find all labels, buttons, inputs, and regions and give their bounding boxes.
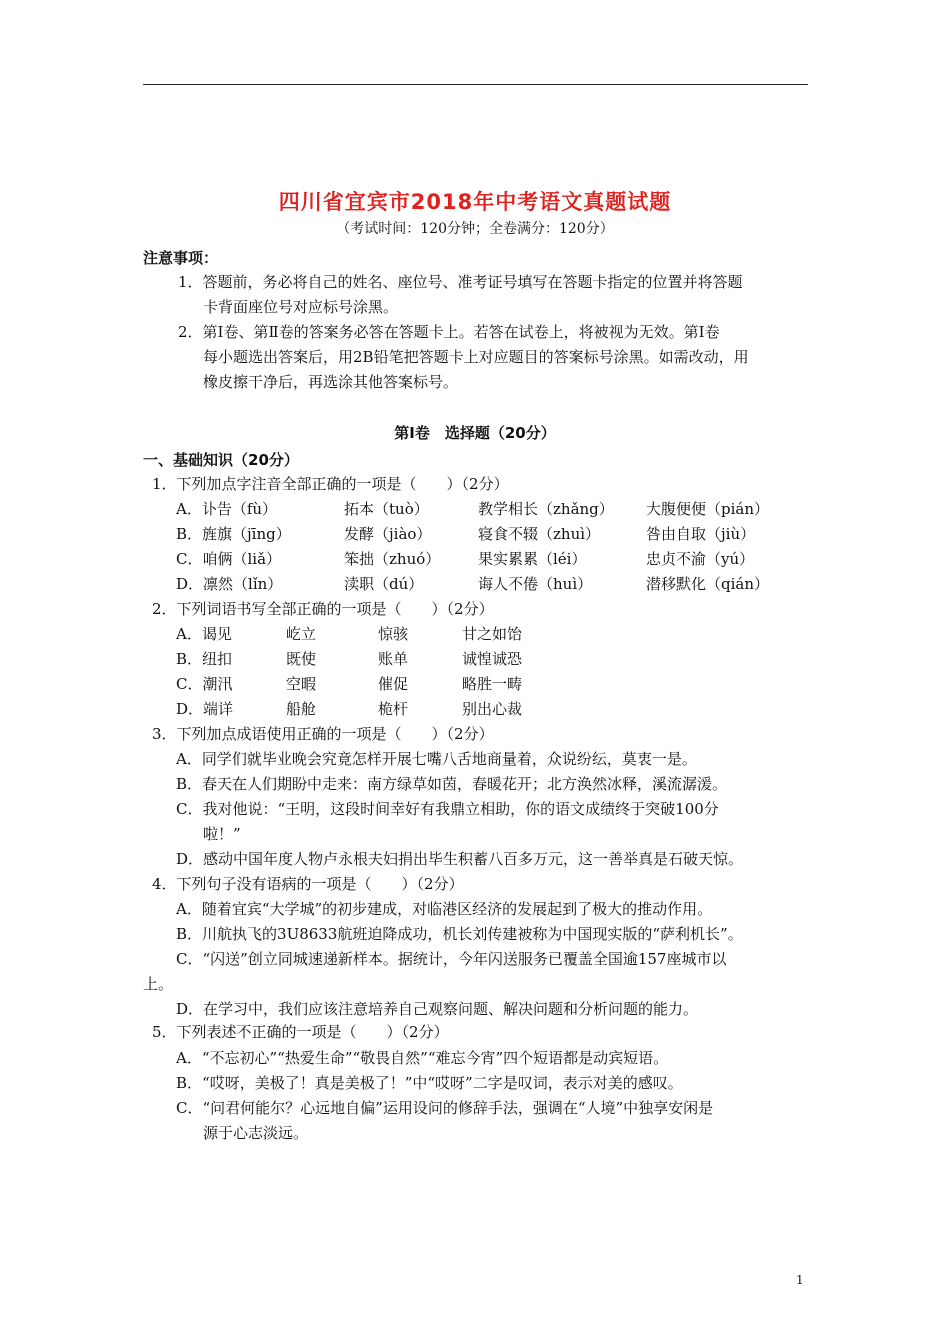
- notice-heading: 注意事项：: [143, 249, 219, 267]
- header-rule: [143, 84, 808, 85]
- q1-option-cell: 潜移默化（qián）: [646, 575, 770, 593]
- q2-option-cell: D．端详: [176, 700, 234, 718]
- q5-option-b: B．“哎呀，美极了！真是美极了！”中“哎呀”二字是叹词，表示对美的感叹。: [176, 1074, 683, 1092]
- q2-option-cell: 屹立: [286, 625, 317, 643]
- q2-option-cell: 既使: [286, 650, 317, 668]
- q3-option-a: A．同学们就毕业晚会究竟怎样开展七嘴八舌地商量着，众说纷纭，莫衷一是。: [176, 750, 697, 768]
- q5-stem: 5．下列表述不正确的一项是（ ）（2分）: [152, 1023, 449, 1041]
- q1-option-cell: 渎职（dú）: [344, 575, 424, 593]
- q2-option-cell: 略胜一畴: [462, 675, 523, 693]
- exam-subtitle: （考试时间：120分钟；全卷满分：120分）: [336, 221, 614, 237]
- q4-stem: 4．下列句子没有语病的一项是（ ）（2分）: [152, 875, 464, 893]
- notice-item-2-line-1: 2．第Ⅰ卷、第Ⅱ卷的答案务必答在答题卡上。若答在试卷上，将被视为无效。第Ⅰ卷: [178, 323, 720, 341]
- q2-option-cell: 账单: [378, 650, 409, 668]
- q2-option-cell: 空暇: [286, 675, 317, 693]
- notice-item-1-line-2: 卡背面座位号对应标号涂黑。: [203, 298, 399, 316]
- q1-option-cell: 诲人不倦（huì）: [478, 575, 593, 593]
- q1-option-cell: A．讣告（fù）: [176, 500, 278, 518]
- q1-option-cell: 教学相长（zhǎng）: [478, 500, 614, 518]
- page-number: 1: [796, 1273, 804, 1287]
- q1-option-cell: 咎由自取（jiù）: [646, 525, 756, 543]
- q3-stem: 3．下列加点成语使用正确的一项是（ ）（2分）: [152, 725, 494, 743]
- notice-item-2-line-3: 橡皮擦干净后，再选涂其他答案标号。: [203, 373, 459, 391]
- q2-option-cell: C．潮汛: [176, 675, 233, 693]
- q1-option-cell: C．咱俩（liǎ）: [176, 550, 282, 568]
- q1-option-cell: 拓本（tuò）: [344, 500, 429, 518]
- q2-option-cell: 惊骇: [378, 625, 409, 643]
- q5-option-c-line-2: 源于心志淡远。: [203, 1124, 309, 1142]
- q3-option-b: B．春天在人们期盼中走来：南方绿草如茵，春暖花开；北方涣然冰释，溪流潺湲。: [176, 775, 728, 793]
- q4-option-a: A．随着宜宾“大学城”的初步建成，对临港区经济的发展起到了极大的推动作用。: [176, 900, 713, 918]
- q2-option-cell: 诚惶诚恐: [462, 650, 523, 668]
- q2-option-cell: B．纽扣: [176, 650, 233, 668]
- q4-option-c-line-1: C．“闪送”创立同城速递新样本。据统计，今年闪送服务已覆盖全国逾157座城市以: [176, 950, 727, 968]
- q2-option-cell: 船舱: [286, 700, 317, 718]
- q5-option-c-line-1: C．“问君何能尔？心远地自偏”运用设问的修辞手法，强调在“人境”中独享安闲是: [176, 1099, 714, 1117]
- q3-option-c-line-1: C．我对他说：“王明，这段时间幸好有我鼎立相助，你的语文成绩终于突破100分: [176, 800, 719, 818]
- q1-option-cell: 笨拙（zhuó）: [344, 550, 441, 568]
- q1-option-cell: 大腹便便（pián）: [646, 500, 770, 518]
- q2-option-cell: 桅杆: [378, 700, 409, 718]
- notice-item-2-line-2: 每小题选出答案后，用2B铅笔把答题卡上对应题目的答案标号涂黑。如需改动，用: [203, 348, 749, 366]
- q1-option-cell: 发酵（jiào）: [344, 525, 432, 543]
- q1-option-cell: 寝食不辍（zhuì）: [478, 525, 601, 543]
- q2-option-cell: A．谒见: [176, 625, 232, 643]
- q2-option-cell: 催促: [378, 675, 409, 693]
- q5-option-a: A．“不忘初心”“热爱生命”“敬畏自然”“难忘今宵”四个短语都是动宾短语。: [176, 1049, 669, 1067]
- q1-option-cell: D．凛然（lǐn）: [176, 575, 283, 593]
- part-heading: 第Ⅰ卷 选择题（20分）: [394, 424, 556, 442]
- q2-option-cell: 甘之如饴: [462, 625, 523, 643]
- q1-option-cell: B．旌旗（jīng）: [176, 525, 291, 543]
- q1-option-cell: 忠贞不渝（yú）: [646, 550, 755, 568]
- q3-option-d: D．感动中国年度人物卢永根夫妇捐出毕生积蓄八百多万元，这一善举真是石破天惊。: [176, 850, 744, 868]
- q3-option-c-line-2: 啦！”: [203, 825, 241, 843]
- section-heading: 一、基础知识（20分）: [143, 451, 299, 469]
- q4-option-b: B．川航执飞的3U8633航班迫降成功，机长刘传建被称为中国现实版的“萨利机长”。: [176, 925, 743, 943]
- q4-option-c-line-2: 上。: [143, 975, 174, 993]
- q1-option-cell: 果实累累（léi）: [478, 550, 587, 568]
- q1-stem: 1．下列加点字注音全部正确的一项是（ ）（2分）: [152, 475, 509, 493]
- q4-option-d: D．在学习中，我们应该注意培养自己观察问题、解决问题和分析问题的能力。: [176, 1000, 699, 1018]
- notice-item-1-line-1: 1．答题前，务必将自己的姓名、座位号、准考证号填写在答题卡指定的位置并将答题: [178, 273, 743, 291]
- q2-stem: 2．下列词语书写全部正确的一项是（ ）（2分）: [152, 600, 494, 618]
- q2-option-cell: 别出心裁: [462, 700, 523, 718]
- exam-title: 四川省宜宾市2018年中考语文真题试题: [278, 190, 672, 214]
